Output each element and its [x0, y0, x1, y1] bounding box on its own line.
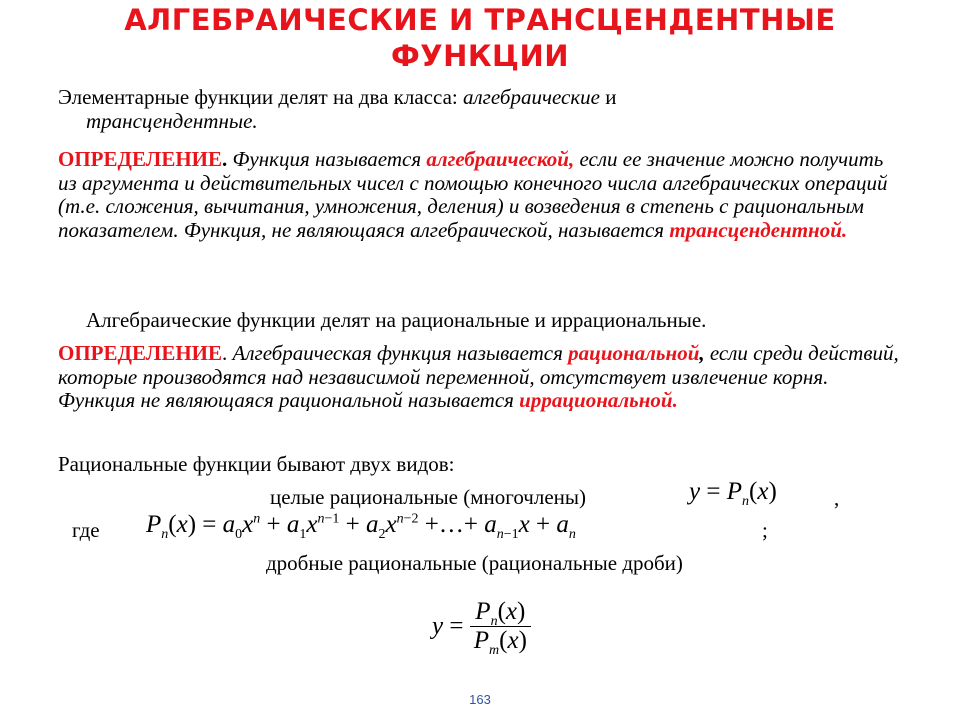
intro-text: Элементарные функции делят на два класса:: [58, 85, 463, 109]
definition-2-label: ОПРЕДЕЛЕНИЕ: [58, 341, 223, 365]
definition-2-rational: рациональной: [568, 341, 700, 365]
fraction-denominator: $P_m(x)$: [473, 627, 527, 658]
page-number: 163: [469, 692, 491, 707]
definition-1-text-a: Функция называется: [232, 147, 427, 171]
definition-2: [58, 342, 906, 413]
fraction: [470, 598, 531, 658]
whole-rational-label: целые рациональные (многочлены): [270, 485, 587, 509]
page-title: [0, 2, 960, 74]
fractional-rational-label: дробные рациональные (рациональные дроби): [266, 551, 683, 575]
intro-paragraph: [58, 86, 918, 133]
definition-1-dot: .: [222, 147, 233, 171]
intro-and: и: [599, 85, 617, 109]
definition-1-label: ОПРЕДЕЛЕНИЕ: [58, 147, 223, 171]
polynomial-notation: $y = P_n(x)$: [689, 478, 777, 509]
comma-after-polynomial: ,: [834, 486, 840, 510]
definition-2-comma: ,: [699, 341, 705, 365]
title-line-2: ФУНКЦИИ: [390, 39, 570, 73]
rational-kinds-paragraph: Рациональные функции бывают двух видов:: [58, 452, 455, 476]
definition-1-algebraic: алгебраической,: [426, 147, 575, 171]
polynomial-formula: $P_n(x) = a_0x^n + a_1x^{n-1} + a_2x^{n-2}$ +…+ $a_{n-1}x + a_n$: [146, 511, 576, 542]
algebraic-split-paragraph: Алгебраические функции делят на рациональные и иррациональные.: [86, 308, 707, 332]
definition-2-dot: .: [222, 341, 233, 365]
intro-transcendental: трансцендентные.: [86, 108, 258, 133]
fraction-numerator: $P_n(x)$: [470, 598, 531, 627]
definition-2-irrational: иррациональной.: [519, 388, 678, 412]
semicolon-after-formula: ;: [762, 518, 768, 542]
where-label: где: [72, 518, 100, 542]
definition-2-text-b: если среди действий, которые производятся над независимой переменной, отсутствует извлечение корня. Функция не являющаяся рациональной называется: [58, 341, 899, 412]
definition-1-transcendental: трансцендентной.: [669, 217, 848, 242]
definition-1-text-b: если ее значение можно получить из аргумента и действительных чисел с помощью конечного числа алгебраических операций (т.е. сложения, вычитания, умножения, деления) и возведения в степень с рациональным показателем. Функция, не являющаяся алгебраической, называется: [58, 147, 888, 242]
definition-1: [58, 148, 906, 242]
intro-algebraic: алгебраические: [462, 85, 600, 109]
title-line-1: АЛГЕБРАИЧЕСКИЕ И ТРАНСЦЕНДЕНТНЫЕ: [124, 3, 836, 37]
definition-2-text-a: Алгебраическая функция называется: [232, 341, 569, 365]
rational-fraction-formula: y = $\frac{P_n(x)}{P_m(x)}$: [432, 598, 531, 655]
